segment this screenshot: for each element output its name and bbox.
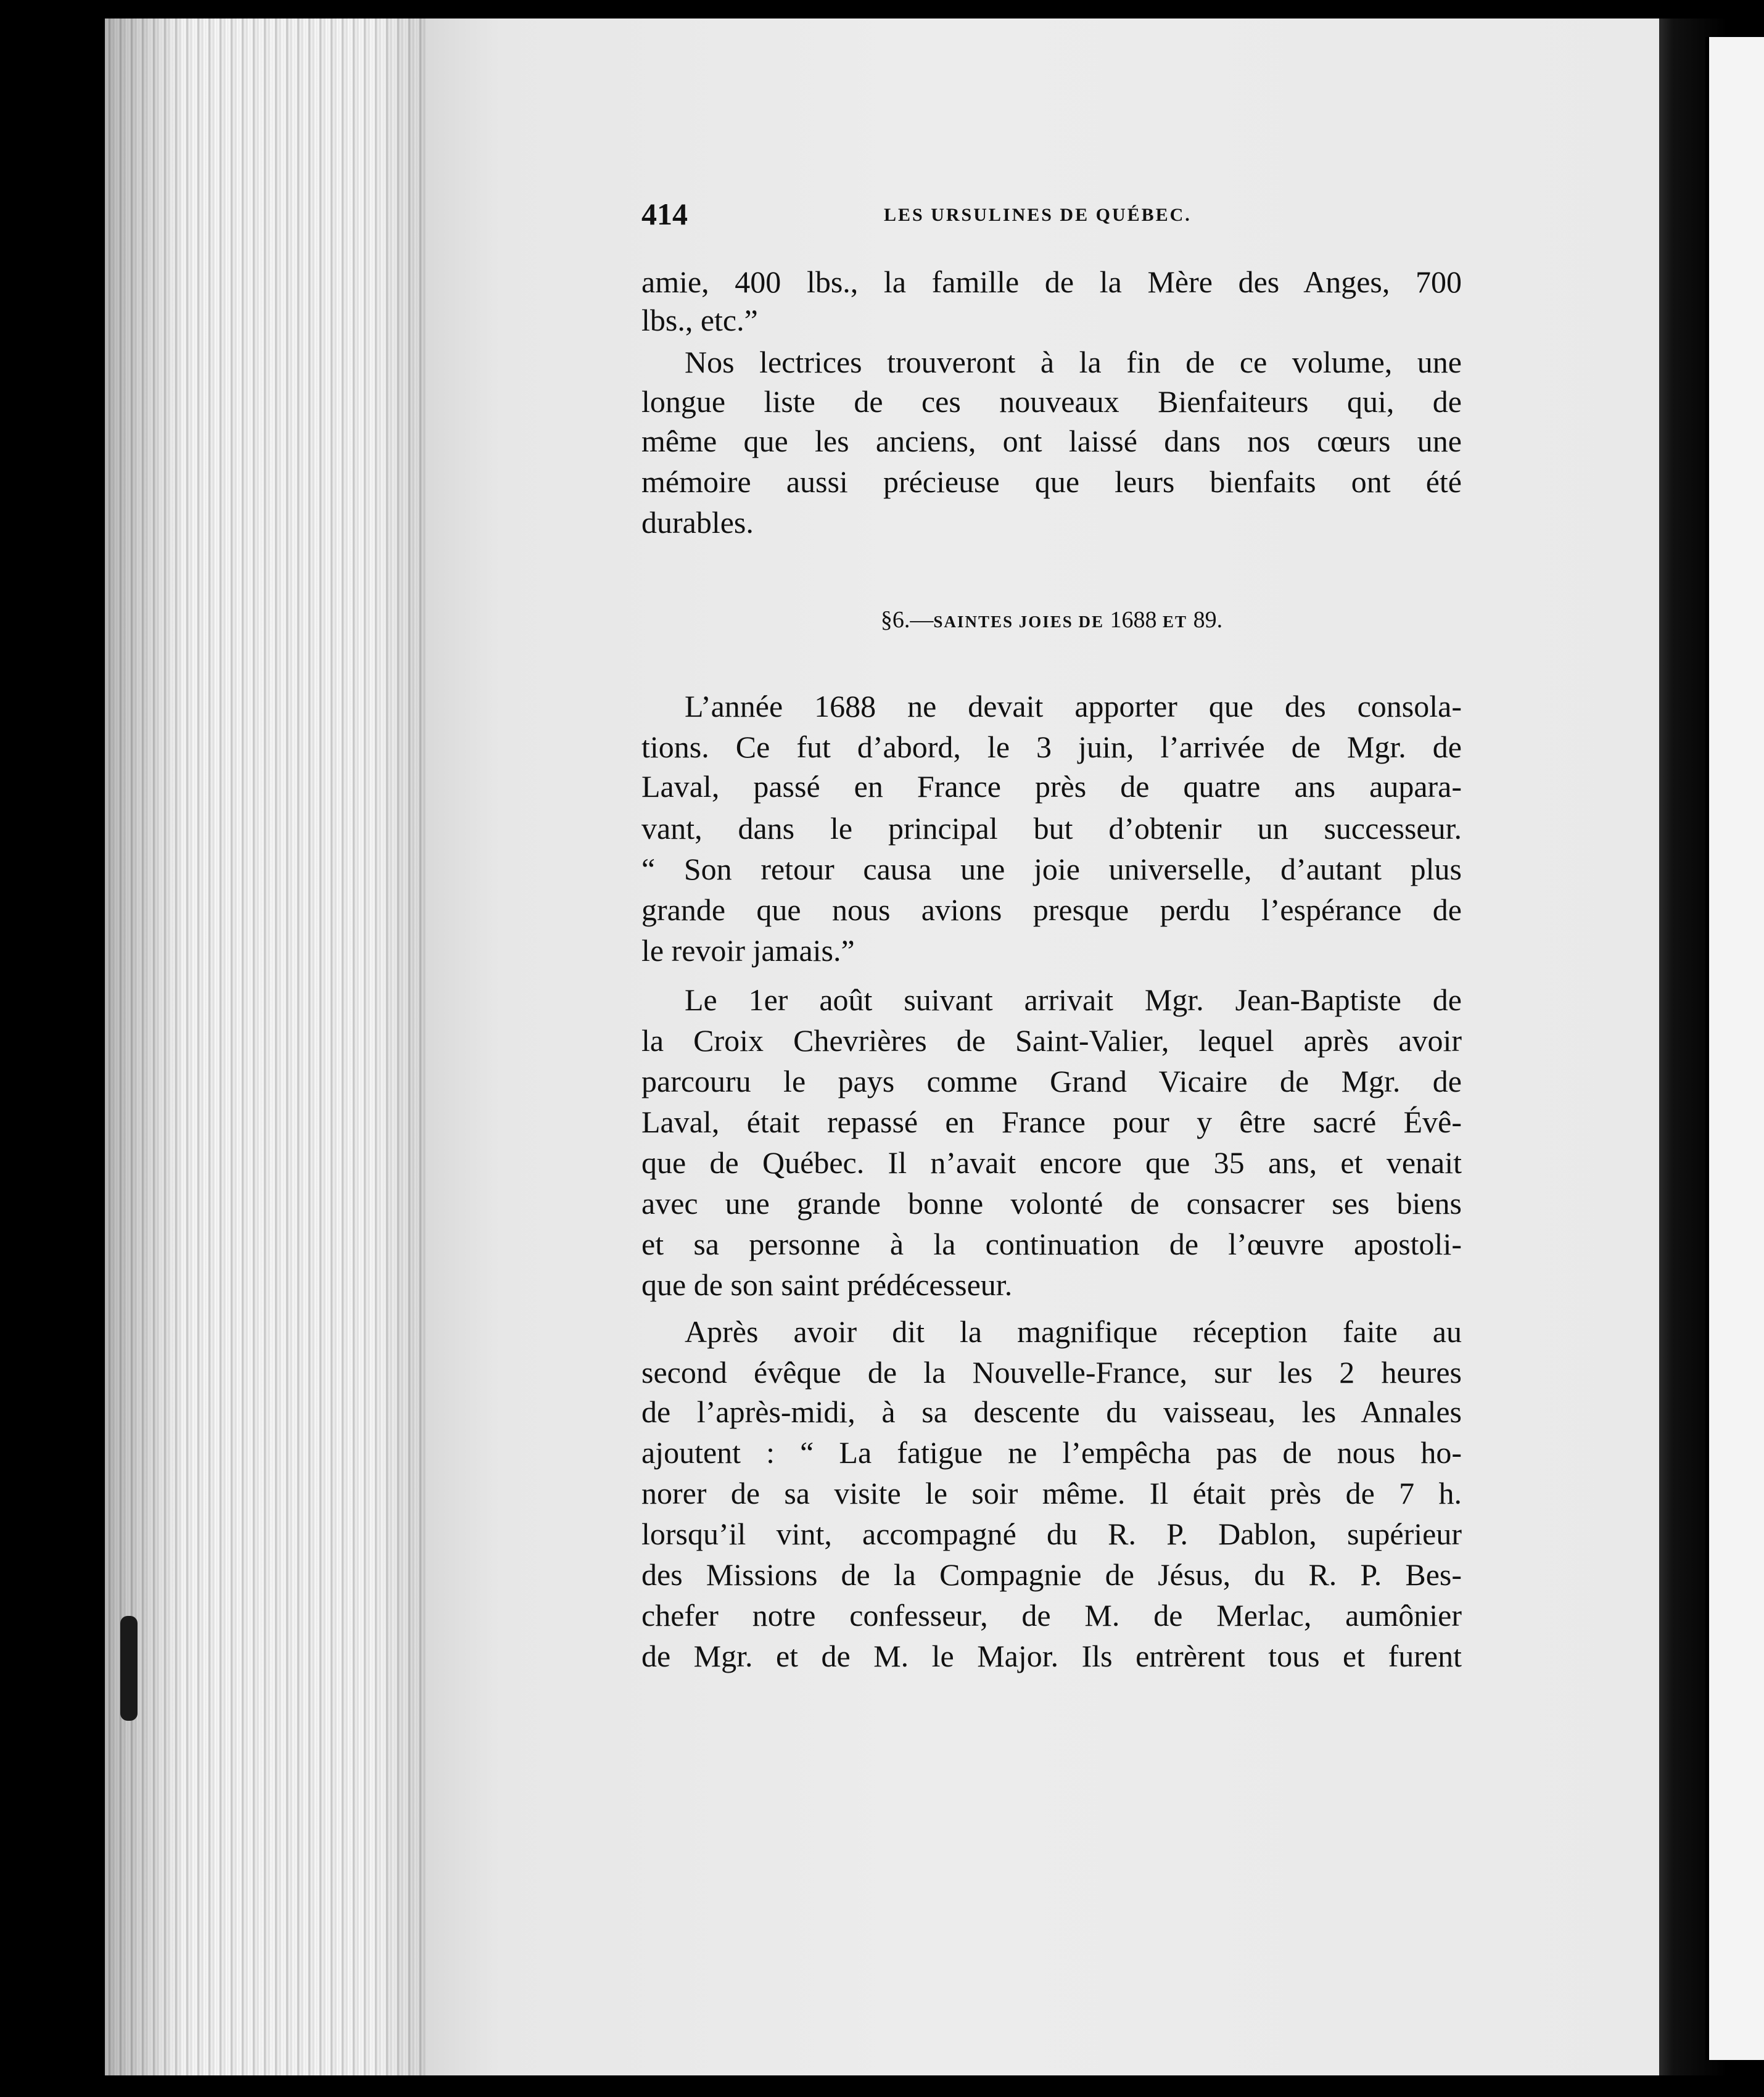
- section-title: [641, 606, 1462, 633]
- section-title-part: ET: [1163, 612, 1188, 631]
- text-line: même que les anciens, ont laissé dans nos cœurs une: [641, 424, 1462, 458]
- text-line: L’année 1688 ne devait apporter que des consola-: [685, 689, 1462, 723]
- text-line: second évêque de la Nouvelle-France, sur les 2 heures: [641, 1355, 1462, 1390]
- text-line: vant, dans le principal but d’obtenir un successeur.: [641, 811, 1462, 846]
- text-line: longue liste de ces nouveaux Bienfaiteurs qui, de: [641, 384, 1462, 419]
- section-number: §6.—: [880, 607, 934, 633]
- binding-mark: [120, 1616, 138, 1721]
- text-line: la Croix Chevrières de Saint-Valier, lequel après avoir: [641, 1023, 1462, 1058]
- text-line: Le 1er août suivant arrivait Mgr. Jean-Baptiste de: [685, 983, 1462, 1017]
- text-line: parcouru le pays comme Grand Vicaire de Mgr. de: [641, 1064, 1462, 1098]
- text-line: que de Québec. Il n’avait encore que 35 ans, et venait: [641, 1145, 1462, 1180]
- text-line: Laval, passé en France près de quatre ans aupara-: [641, 769, 1462, 804]
- text-line: norer de sa visite le soir même. Il était près de 7 h.: [641, 1476, 1462, 1510]
- text-line: des Missions de la Compagnie de Jésus, du R. P. Bes-: [641, 1557, 1462, 1592]
- text-line: ajoutent : “ La fatigue ne l’empêcha pas de nous ho-: [641, 1435, 1462, 1470]
- text-line: avec une grande bonne volonté de consacrer ses biens: [641, 1186, 1462, 1221]
- text-line: amie, 400 lbs., la famille de la Mère des Anges, 700: [641, 265, 1462, 299]
- text-line: lorsqu’il vint, accompagné du R. P. Dablon, supérieur: [641, 1517, 1462, 1551]
- text-line: Laval, était repassé en France pour y être sacré Évê-: [641, 1105, 1462, 1139]
- section-year: 89.: [1187, 607, 1223, 633]
- text-line: Nos lectrices trouveront à la fin de ce volume, une: [685, 345, 1462, 379]
- text-line: grande que nous avions presque perdu l’espérance de: [641, 892, 1462, 927]
- text-line: de Mgr. et de M. le Major. Ils entrèrent tous et furent: [641, 1639, 1462, 1673]
- page-header: [641, 196, 1462, 231]
- section-title-part: SAINTES JOIES DE: [933, 612, 1105, 631]
- text-line: tions. Ce fut d’abord, le 3 juin, l’arrivée de Mgr. de: [641, 730, 1462, 764]
- text-line: “ Son retour causa une joie universelle, d’autant plus: [641, 852, 1462, 886]
- facing-page-edge: [1705, 37, 1764, 2060]
- text-line: Après avoir dit la magnifique réception faite au: [685, 1314, 1462, 1349]
- text-line: lbs., etc.”: [641, 303, 758, 337]
- page-number: 414: [641, 197, 688, 231]
- text-line: que de son saint prédécesseur.: [641, 1267, 1013, 1302]
- running-head: LES URSULINES DE QUÉBEC.: [884, 205, 1192, 225]
- text-line: le revoir jamais.”: [641, 933, 855, 968]
- text-line: chefer notre confesseur, de M. de Merlac, aumônier: [641, 1598, 1462, 1633]
- section-year: 1688: [1104, 607, 1163, 633]
- text-line: et sa personne à la continuation de l’œuvre apostoli-: [641, 1227, 1462, 1261]
- text-line: mémoire aussi précieuse que leurs bienfaits ont été: [641, 464, 1462, 499]
- text-line: de l’après-midi, à sa descente du vaisseau, les Annales: [641, 1395, 1462, 1429]
- book-page-edges: [105, 19, 426, 2075]
- text-line: durables.: [641, 505, 754, 540]
